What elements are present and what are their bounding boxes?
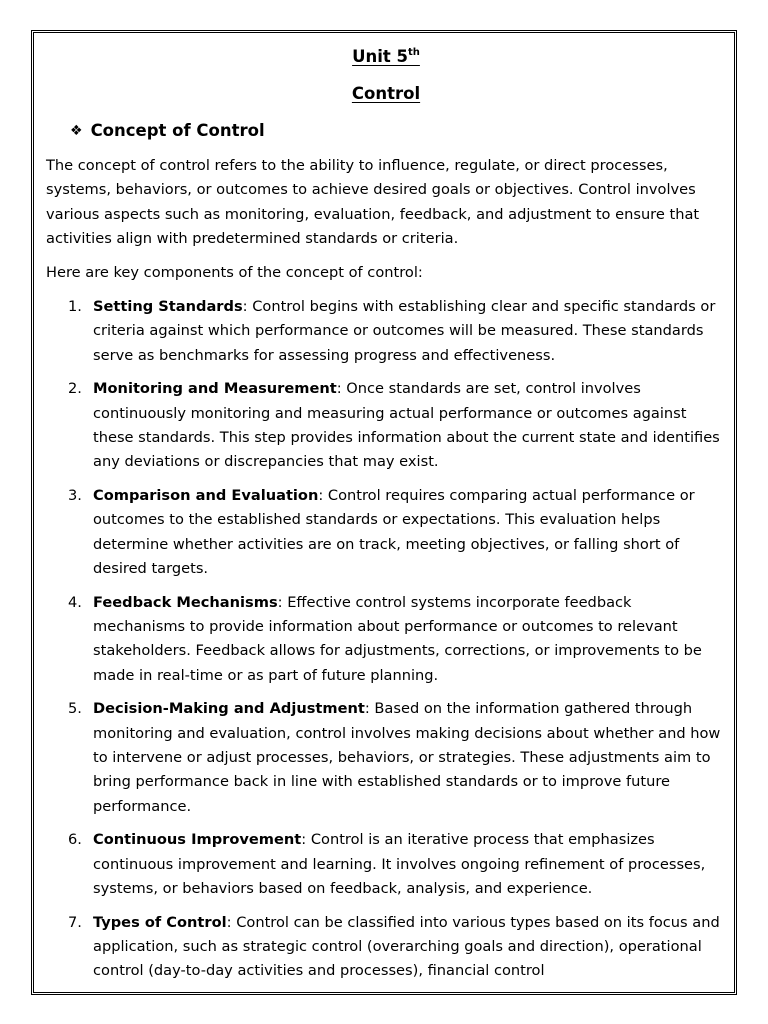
intro-paragraph: The concept of control refers to the ability to influence, regulate, or direct processes, systems, behaviors, or outcomes to achieve desired goals or objectives. Control involves various aspects such as monitoring, evaluation, feedback, and adjustment to ensure that activities align with predetermined standards or criteria.: [46, 157, 700, 247]
list-item: [46, 484, 726, 581]
section-heading: [70, 121, 265, 140]
list-item-text: : Control is an iterative process that emphasizes continuous improvement and learning. It involves ongoing refinement of processes, systems, or behaviors based on feedback, analysis, and experience.: [93, 831, 706, 898]
list-item-text: : Effective control systems incorporate feedback mechanisms to provide information about performance or outcomes to relevant stakeholders. Feedback allows for adjustments, corrections, or improvements to be made in real-time or as part of future planning.: [93, 593, 702, 684]
list-item-number: 7.: [68, 913, 82, 931]
list-item-term: Comparison and Evaluation: [93, 487, 319, 505]
list-item-text: : Control can be classified into various types based on its focus and application, such as strategic control (overarching goals and direction), operational control (day-to-day activities and processes), financial control: [93, 913, 720, 980]
list-item-number: 2.: [68, 380, 82, 398]
unit-title-superscript: th: [408, 47, 420, 58]
lead-paragraph: Here are key components of the concept of control:: [46, 264, 423, 281]
list-item: [46, 377, 726, 474]
page-content: [46, 33, 726, 992]
list-item: [46, 295, 726, 368]
list-item-number: 6.: [68, 831, 82, 849]
list-item: [46, 697, 726, 818]
diamond-bullet-icon: ❖: [70, 122, 83, 139]
components-list: [46, 295, 726, 993]
list-item-term: Feedback Mechanisms: [93, 593, 278, 611]
list-item-text: : Once standards are set, control involves continuously monitoring and measuring actual performance or outcomes against these standards. This step provides information about the current state and identifies any deviations or discrepancies that may exist.: [93, 380, 720, 471]
list-item-term: Decision-Making and Adjustment: [93, 700, 365, 718]
list-item-text: : Control begins with establishing clear and specific standards or criteria against which performance or outcomes will be measured. These standards serve as benchmarks for assessing progress and effectiveness.: [93, 298, 716, 364]
list-item: [46, 911, 726, 984]
unit-title-text: Unit 5: [352, 47, 408, 66]
list-item-term: Setting Standards: [93, 298, 243, 315]
page-border: [31, 30, 737, 995]
list-item-term: Continuous Improvement: [93, 831, 302, 849]
list-item-text: : Control requires comparing actual performance or outcomes to the established standards or expectations. This evaluation helps determine whether activities are on track, meeting objectives, or falling short of desired targets.: [93, 487, 695, 577]
section-heading-text: Concept of Control: [90, 121, 265, 140]
list-item: [46, 591, 726, 688]
subject-title: Control: [351, 84, 421, 103]
list-item-term: Types of Control: [93, 913, 227, 931]
list-item-text: : Based on the information gathered through monitoring and evaluation, control involves making decisions about whether and how to intervene or adjust processes, behaviors, or strategies. These adjustments aim to bring performance back in line with established standards or to improve future performance.: [93, 700, 721, 815]
list-item-term: Monitoring and Measurement: [93, 380, 337, 398]
list-item-number: 5.: [68, 700, 82, 718]
list-item-number: 1.: [68, 298, 82, 315]
list-item-number: 3.: [68, 487, 82, 505]
list-item: [46, 828, 726, 901]
list-item-number: 4.: [68, 593, 82, 611]
unit-title: [46, 47, 726, 66]
